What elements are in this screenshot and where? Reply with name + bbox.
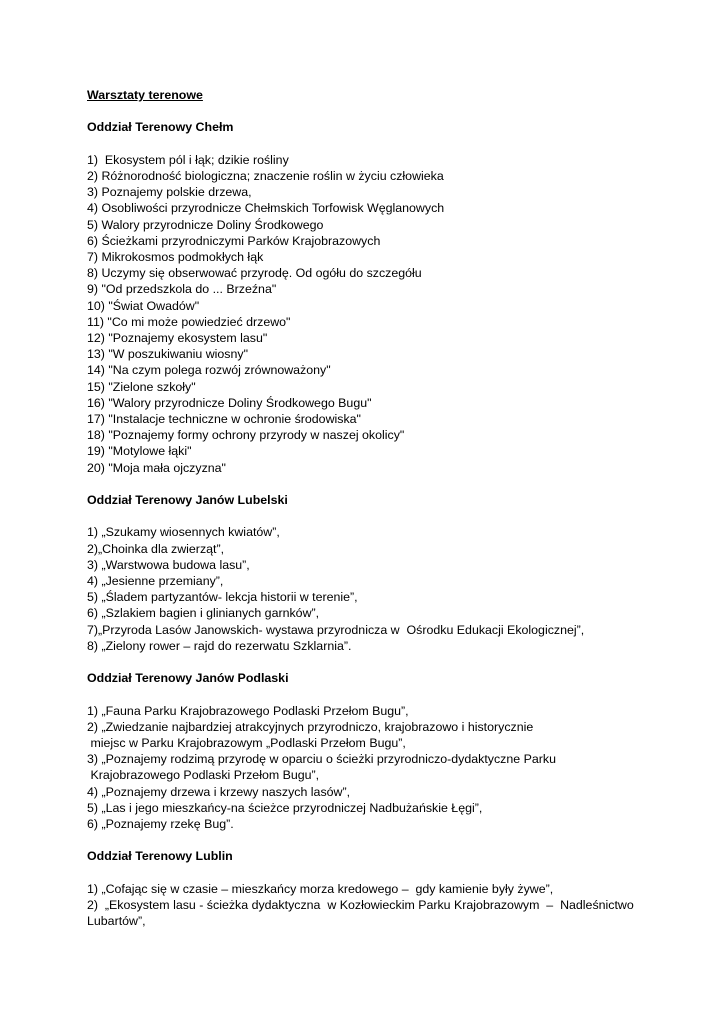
spacer (87, 654, 657, 670)
section-heading-lublin: Oddział Terenowy Lublin (87, 849, 233, 864)
list-item: 6) Ścieżkami przyrodniczymi Parków Krajobrazowych (87, 233, 381, 248)
list-item: 4) Osobliwości przyrodnicze Chełmskich Torfowisk Węglanowych (87, 201, 445, 216)
list-item: 17) "Instalacje techniczne w ochronie środowiska" (87, 412, 361, 427)
list-item: 3) Poznajemy polskie drzewa, (87, 185, 252, 200)
list-item: 7) Mikrokosmos podmokłych łąk (87, 250, 264, 264)
list-item: 7)„Przyroda Lasów Janowskich- wystawa przyrodnicza w Ośrodku Edukacji Ekologicznej”, (87, 622, 585, 637)
list-item: 5) Walory przyrodnicze Doliny Środkowego (87, 217, 324, 232)
workshop-list-chelm (87, 152, 657, 476)
list-item: 2)„Choinka dla zwierząt”, (87, 541, 225, 556)
list-item: 6) „Poznajemy rzekę Bug”. (87, 817, 234, 832)
spacer (87, 136, 657, 152)
list-item: 4) „Jesienne przemiany”, (87, 574, 224, 589)
list-item: 20) "Moja mała ojczyzna" (87, 460, 226, 475)
document-page (87, 87, 657, 929)
list-item: Lubartów”, (87, 914, 146, 929)
list-item: miejsc w Parku Krajobrazowym „Podlaski Przełom Bugu”, (87, 736, 406, 751)
list-item: 1) „Szukamy wiosennych kwiatów”, (87, 525, 280, 540)
workshop-list-janow-podlaski (87, 703, 657, 833)
list-item: 4) „Poznajemy drzewa i krzewy naszych lasów”, (87, 784, 351, 799)
list-item: 2) Różnorodność biologiczna; znaczenie roślin w życiu człowieka (87, 168, 444, 183)
list-item: 12) "Poznajemy ekosystem lasu" (87, 331, 268, 346)
list-item: 16) "Walory przyrodnicze Doliny Środkowego Bugu" (87, 395, 372, 410)
list-item: 5) „Śladem partyzantów- lekcja historii w terenie”, (87, 590, 358, 605)
list-item: 2) „Zwiedzanie najbardziej atrakcyjnych przyrodniczo, krajobrazowo i historycznie (87, 719, 534, 734)
list-item: 6) „Szlakiem bagien i glinianych garnków”, (87, 606, 320, 621)
spacer (87, 103, 657, 119)
section-heading-janow-podlaski: Oddział Terenowy Janów Podlaski (87, 671, 289, 686)
list-item: 3) „Warstwowa budowa lasu”, (87, 557, 250, 572)
list-item: 18) "Poznajemy formy ochrony przyrody w naszej okolicy" (87, 428, 405, 443)
list-item: 13) "W poszukiwaniu wiosny" (87, 347, 248, 362)
list-item: 5) „Las i jego mieszkańcy-na ścieżce przyrodniczej Nadbużańskie Łęgi”, (87, 800, 483, 815)
list-item: 11) "Co mi może powiedzieć drzewo" (87, 314, 291, 329)
list-item: 1) Ekosystem pól i łąk; dzikie rośliny (87, 152, 289, 167)
list-item: 8) Uczymy się obserwować przyrodę. Od ogółu do szczegółu (87, 266, 422, 281)
list-item: Krajobrazowego Podlaski Przełom Bugu”, (87, 768, 320, 783)
document-title: Warsztaty terenowe (87, 88, 203, 102)
spacer (87, 832, 657, 848)
list-item: 1) „Cofając się w czasie – mieszkańcy morza kredowego – gdy kamienie były żywe”, (87, 881, 554, 896)
list-item: 9) "Od przedszkola do ... Brzeźna" (87, 282, 277, 297)
list-item: 19) "Motylowe łąki" (87, 444, 192, 459)
section-heading-chelm: Oddział Terenowy Chełm (87, 120, 234, 135)
spacer (87, 865, 657, 881)
list-item: 10) "Świat Owadów" (87, 298, 200, 313)
list-item: 14) "Na czym polega rozwój zrównoważony" (87, 363, 331, 378)
workshop-list-janow-lubelski (87, 524, 657, 654)
list-item: 8) „Zielony rower – rajd do rezerwatu Szklarnia”. (87, 638, 352, 653)
list-item: 1) „Fauna Parku Krajobrazowego Podlaski Przełom Bugu”, (87, 703, 409, 718)
spacer (87, 476, 657, 492)
spacer (87, 508, 657, 524)
list-item: 2) „Ekosystem lasu - ścieżka dydaktyczna w Kozłowieckim Parku Krajobrazowym – Nadleśnictwo (87, 898, 634, 913)
list-item: 15) "Zielone szkoły" (87, 379, 196, 394)
section-heading-janow-lubelski: Oddział Terenowy Janów Lubelski (87, 493, 288, 508)
list-item: 3) „Poznajemy rodzimą przyrodę w oparciu o ścieżki przyrodniczo-dydaktyczne Parku (87, 752, 556, 767)
spacer (87, 686, 657, 702)
workshop-list-lublin (87, 881, 657, 930)
